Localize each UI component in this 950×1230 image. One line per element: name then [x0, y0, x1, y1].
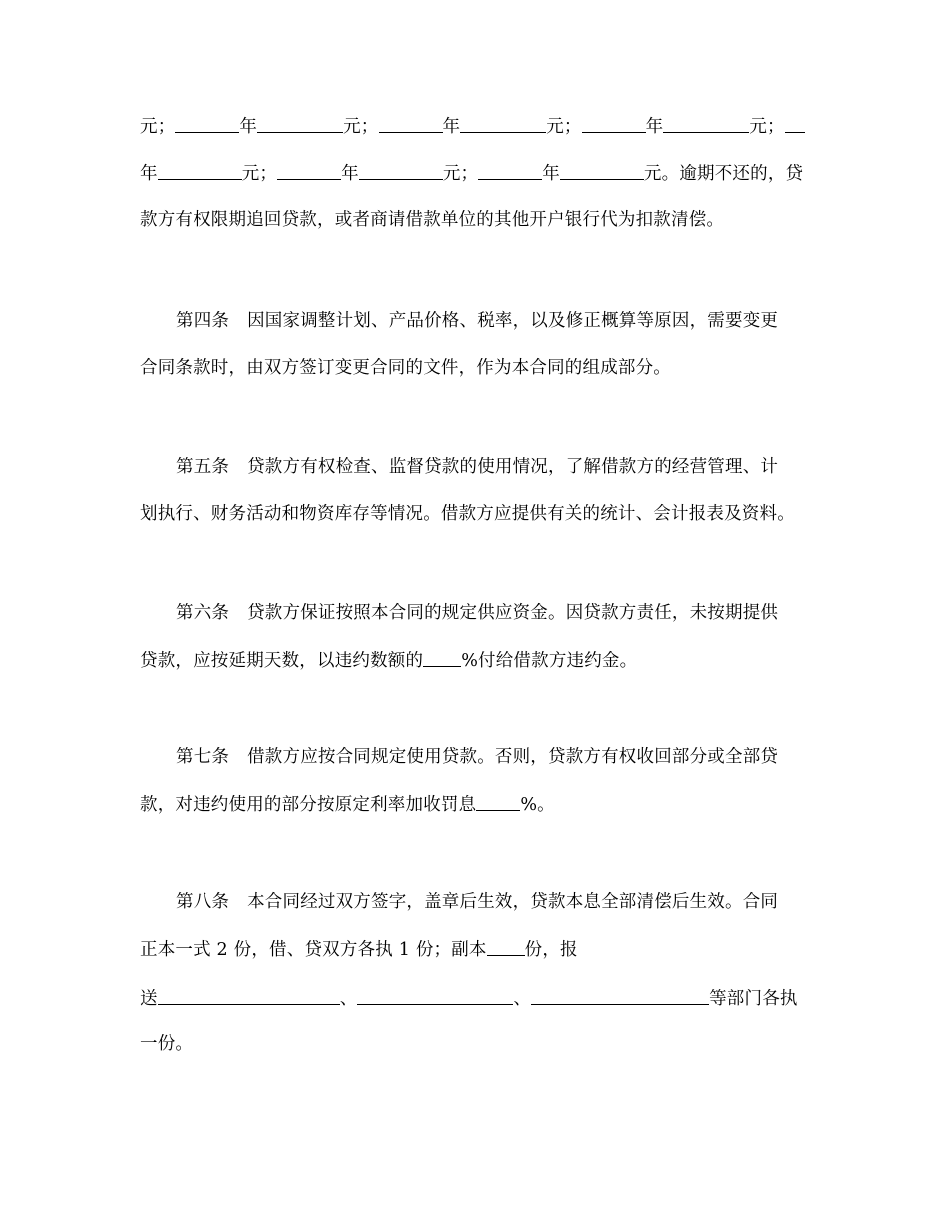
article-4-line-1: 第四条 因国家调整计划、产品价格、税率，以及修正概算等原因，需要变更	[176, 311, 779, 331]
blank-year[interactable]	[478, 161, 542, 180]
article-6-line-1: 第六条 贷款方保证按照本合同的规定供应资金。因贷款方责任，未按期提供	[176, 603, 779, 623]
article-5-line-2: 划执行、财务活动和物资库存等情况。借款方应提供有关的统计、会计报表及资料。	[140, 504, 795, 524]
article-7-line-2: 款，对违约使用的部分按原定利率加收罚息 %。	[140, 792, 812, 817]
blank-year[interactable]	[277, 161, 341, 180]
blank-recipient[interactable]	[357, 986, 513, 1005]
blank-recipient[interactable]	[531, 986, 709, 1005]
blank-year[interactable]	[582, 114, 646, 133]
article-8-line-2: 正本一式 2 份，借、贷双方各执 1 份；副本 份，报	[140, 937, 812, 962]
blank-amount[interactable]	[663, 114, 749, 133]
blank-year[interactable]	[785, 114, 805, 133]
blank-copies[interactable]	[487, 937, 525, 956]
blank-recipient[interactable]	[158, 986, 340, 1005]
article-7-line-1: 第七条 借款方应按合同规定使用贷款。否则，贷款方有权收回部分或全部贷	[176, 747, 779, 767]
article-8-line-1: 第八条 本合同经过双方签字，盖章后生效，贷款本息全部清偿后生效。合同	[176, 892, 779, 912]
article-label: 第四条	[176, 311, 230, 331]
article-8-line-4: 一份。	[140, 1034, 194, 1054]
repayment-schedule-line-1: 元； 年 元； 年 元； 年 元；	[140, 114, 812, 139]
blank-year[interactable]	[379, 114, 443, 133]
article-5-line-1: 第五条 贷款方有权检查、监督贷款的使用情况，了解借款方的经营管理、计	[176, 457, 779, 477]
article-label: 第六条	[176, 603, 230, 623]
blank-amount[interactable]	[560, 161, 644, 180]
article-4-line-2: 合同条款时，由双方签订变更合同的文件，作为本合同的组成部分。	[140, 358, 671, 378]
blank-amount[interactable]	[460, 114, 546, 133]
blank-amount[interactable]	[257, 114, 343, 133]
repayment-schedule-line-3: 款方有权限期追回贷款，或者商请借款单位的其他开户银行代为扣款清偿。	[140, 210, 725, 230]
repayment-schedule-line-2: 年 元； 年 元； 年 元。逾期不还的，贷	[140, 161, 812, 186]
article-8-line-3: 送 、 、 等部门各执	[140, 986, 812, 1011]
blank-year[interactable]	[175, 114, 239, 133]
blank-penalty-percent[interactable]	[423, 648, 461, 667]
article-label: 第八条	[176, 892, 230, 912]
article-label: 第五条	[176, 457, 230, 477]
blank-interest-percent[interactable]	[476, 792, 520, 811]
article-label: 第七条	[176, 747, 230, 767]
blank-amount[interactable]	[359, 161, 443, 180]
blank-amount[interactable]	[158, 161, 242, 180]
article-6-line-2: 贷款，应按延期天数，以违约数额的 %付给借款方违约金。	[140, 648, 812, 673]
